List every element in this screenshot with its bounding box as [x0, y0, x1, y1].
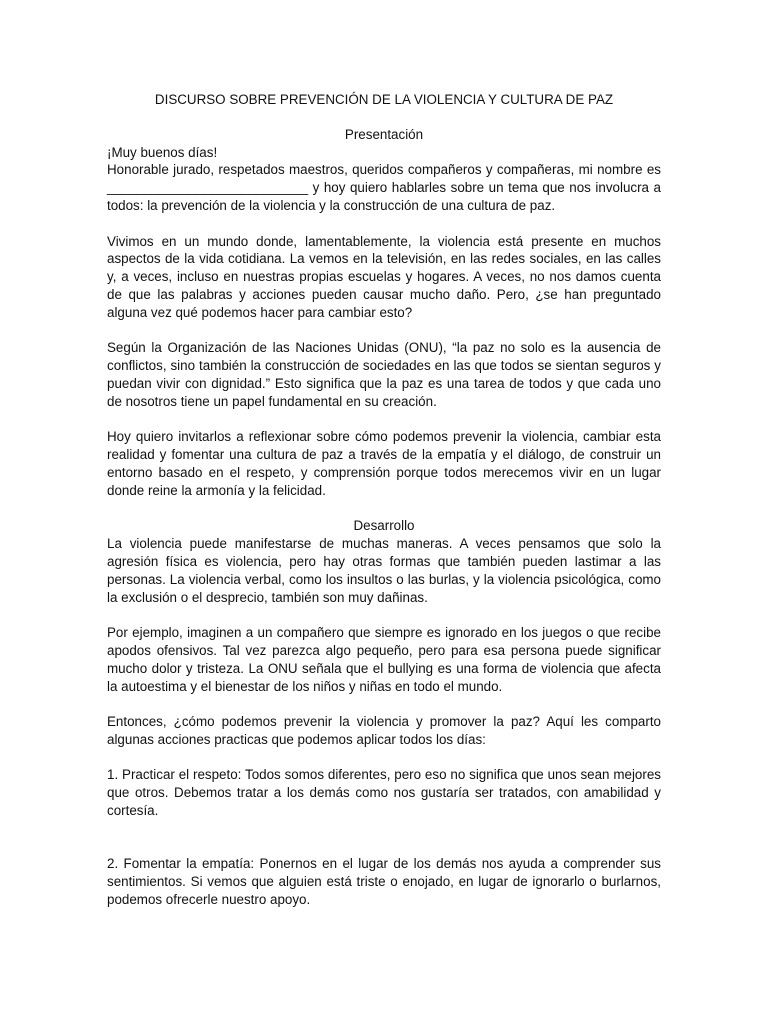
- document-page: [107, 91, 661, 927]
- section-heading-desarrollo: Desarrollo: [353, 518, 415, 534]
- paragraph-formas-violencia: La violencia puede manifestarse de muchas maneras. A veces pensamos que solo la agresión física es violencia, pero hay otras formas que también pueden lastimar a las personas. La violencia verbal, como los insultos o las burlas, y la violencia psicológica, como la exclusión o el desprecio, también son muy dañinas.: [107, 536, 661, 605]
- greeting-line: ¡Muy buenos días!: [107, 144, 218, 160]
- name-blank-line: ___________________________: [107, 180, 309, 196]
- list-item-respeto: 1. Practicar el respeto: Todos somos diferentes, pero eso no significa que unos sean mejores que otros. Debemos tratar a los demás como nos gustaría ser tratados, con amabilidad y cortesía.: [107, 767, 661, 819]
- intro-paragraph: [107, 144, 661, 215]
- paragraph-violencia-cotidiana: Vivimos en un mundo donde, lamentablemente, la violencia está presente en muchos aspectos de la vida cotidiana. La vemos en la televisión, en las redes sociales, en las calles y, a veces, incluso en nuestras propias escuelas y hogares. A veces, no nos damos cuenta de que las palabras y acciones pueden causar mucho daño. Pero, ¿se han preguntado alguna vez qué podemos hacer para cambiar esto?: [107, 233, 661, 320]
- intro-before-blank: Honorable jurado, respetados maestros, queridos compañeros y compañeras, mi nombre es: [107, 162, 661, 178]
- section-heading-presentacion: Presentación: [344, 126, 424, 142]
- document-title: DISCURSO SOBRE PREVENCIÓN DE LA VIOLENCIA Y CULTURA DE PAZ: [154, 92, 614, 107]
- paragraph-ejemplo: Por ejemplo, imaginen a un compañero que siempre es ignorado en los juegos o que recibe apodos ofensivos. Tal vez parezca algo pequeño, pero para esa persona puede significar mucho dolor y tristeza. La ONU señala que el bullying es una forma de violencia que afecta la autoestima y el bienestar de los niños y niñas en todo el mundo.: [107, 625, 661, 694]
- list-item-empatia: 2. Fomentar la empatía: Ponernos en el lugar de los demás nos ayuda a comprender sus sentimientos. Si vemos que alguien está triste o enojado, en lugar de ignorarlo o burlarnos, podemos ofrecerle nuestro apoyo.: [107, 856, 661, 908]
- paragraph-acciones: Entonces, ¿cómo podemos prevenir la violencia y promover la paz? Aquí les comparto algunas acciones practicas que podemos aplicar todos los días:: [107, 714, 661, 747]
- intro-text: [107, 161, 661, 214]
- paragraph-onu-paz: Según la Organización de las Naciones Unidas (ONU), “la paz no solo es la ausencia de conflictos, sino también la construcción de sociedades en las que todos se sientan seguros y puedan vivir con dignidad.” Esto significa que la paz es una tarea de todos y que cada uno de nosotros tiene un papel fundamental en su creación.: [107, 340, 661, 409]
- intro-after-blank: y hoy quiero hablarles sobre un tema que nos involucra a todos: la prevención de la violencia y la construcción de una cultura de paz.: [107, 180, 661, 213]
- paragraph-invitacion: Hoy quiero invitarlos a reflexionar sobre cómo podemos prevenir la violencia, cambiar esta realidad y fomentar una cultura de paz a través de la empatía y el diálogo, de construir un entorno basado en el respeto, y comprensión porque todos merecemos vivir en un lugar donde reine la armonía y la felicidad.: [107, 429, 661, 498]
